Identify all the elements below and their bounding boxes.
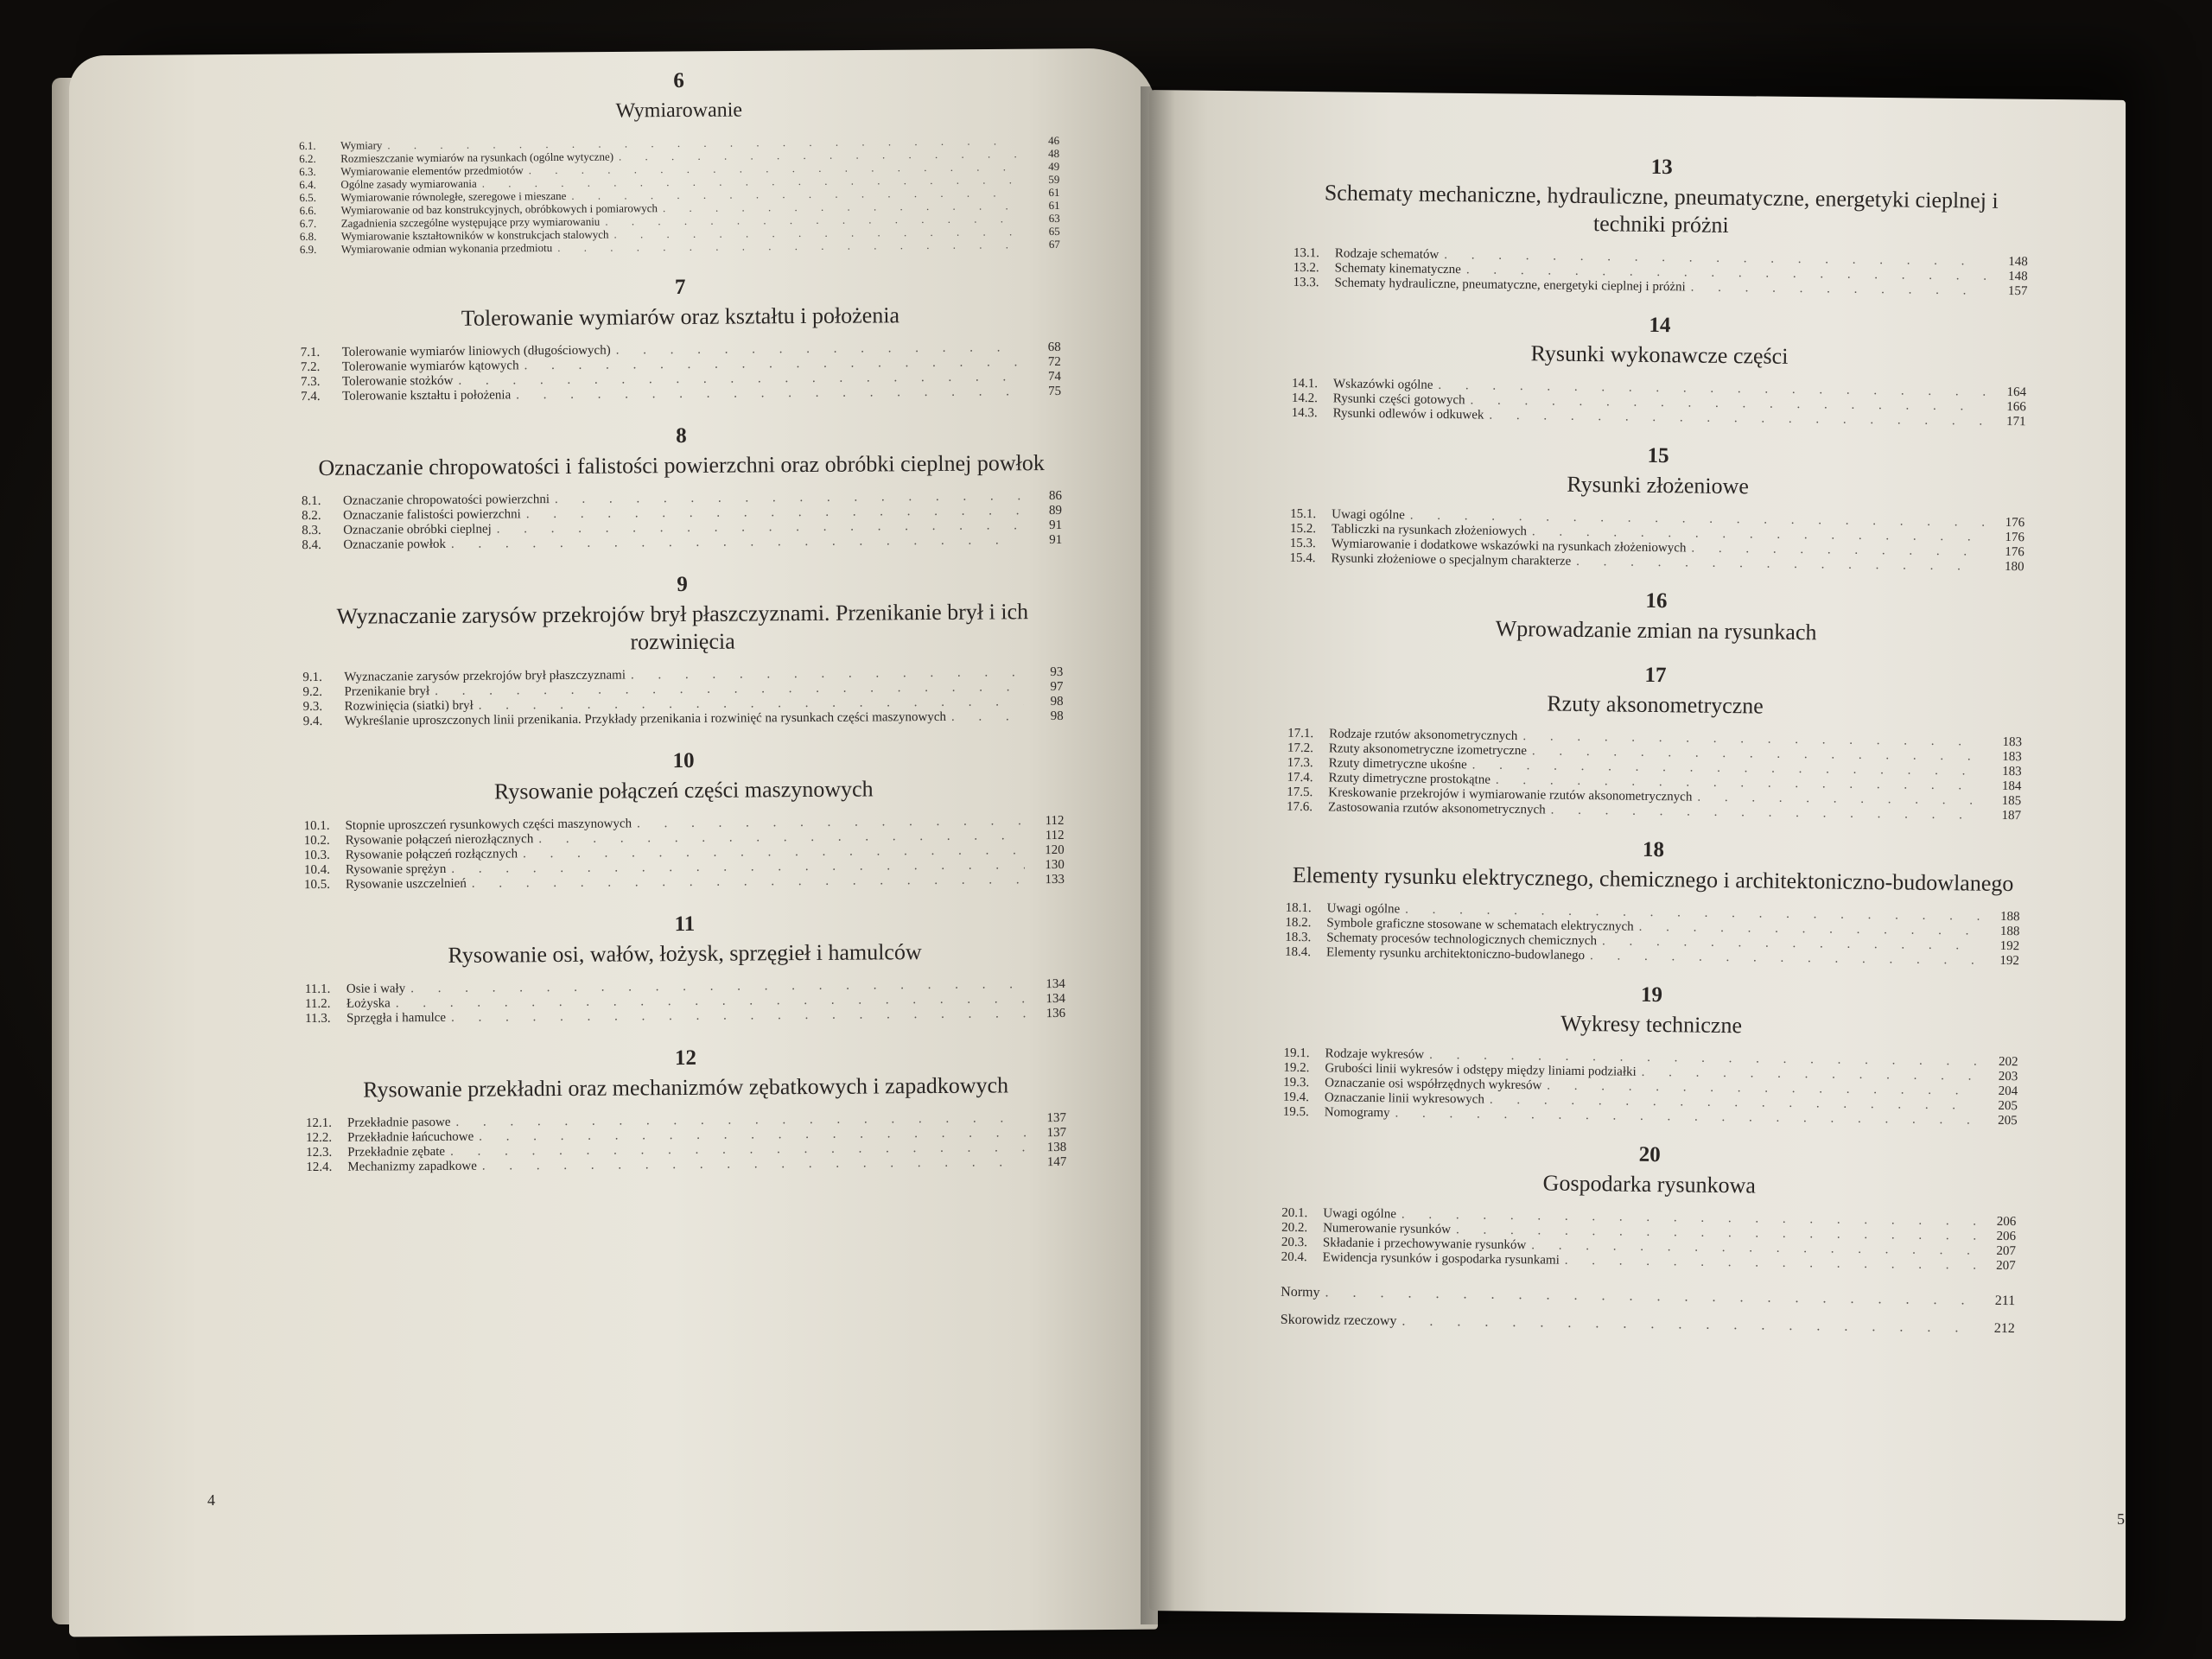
entry-number: 18.1. xyxy=(1285,900,1312,916)
entry-title: Przenikanie brył xyxy=(344,684,430,699)
chapter-number: 17 xyxy=(1644,663,1667,688)
entry-title: Ogólne zasady wymiarowania xyxy=(340,176,477,191)
entry-title: Rzuty dimetryczne ukośne xyxy=(1328,756,1467,772)
chapter-section xyxy=(303,747,1065,893)
dot-leader xyxy=(472,873,1025,891)
entry-number: 12.3. xyxy=(306,1145,333,1160)
chapter-number: 15 xyxy=(1647,443,1669,468)
entry-number: 14.2. xyxy=(1291,391,1318,406)
dot-leader xyxy=(451,533,1022,552)
entry-number: 6.3. xyxy=(299,164,316,179)
entry-number: 15.3. xyxy=(1289,536,1316,551)
entry-page-number: 49 xyxy=(1048,159,1060,174)
entry-number: 8.4. xyxy=(302,537,321,553)
dot-leader xyxy=(1325,1284,1975,1309)
entry-page-number: 63 xyxy=(1048,211,1060,226)
book-gutter xyxy=(1141,86,1175,1624)
entry-title: Kreskowanie przekrojów i wymiarowanie rzutów aksonometrycznych xyxy=(1328,785,1693,804)
entry-title: Ewidencja rysunków i gospodarka rysunkami xyxy=(1322,1250,1560,1268)
chapter-title: Wymiarowanie xyxy=(615,99,743,123)
entry-page-number: 72 xyxy=(1047,354,1061,370)
chapter-title: Wprowadzanie zmian na rysunkach xyxy=(1495,615,1817,645)
chapter-title: Elementy rysunku elektrycznego, chemicznego i architektoniczno-budowlanego xyxy=(1292,861,2014,897)
entry-page-number: 204 xyxy=(1998,1084,2018,1099)
chapter-section xyxy=(1293,151,2029,299)
toc-list xyxy=(1293,246,2028,299)
toc-list xyxy=(302,489,1062,553)
entry-title: Osie i wały xyxy=(346,982,406,996)
entry-title: Oznaczanie osi współrzędnych wykresów xyxy=(1325,1076,1542,1093)
chapter-title: Oznaczanie chropowatości i falistości powierzchni oraz obróbki cieplnej powłok xyxy=(318,450,1045,480)
page-number-left: 4 xyxy=(207,1491,215,1509)
entry-number: 6.9. xyxy=(299,242,317,257)
entry-number: 6.6. xyxy=(299,203,317,218)
entry-page-number: 183 xyxy=(2002,764,2022,779)
entry-title: Normy xyxy=(1281,1284,1320,1300)
entry-page-number: 86 xyxy=(1048,488,1062,504)
entry-title: Nomogramy xyxy=(1324,1105,1390,1121)
entry-page-number: 137 xyxy=(1046,1125,1067,1141)
entry-page-number: 74 xyxy=(1047,369,1062,385)
chapter-section xyxy=(1287,659,2023,823)
entry-number: 17.3. xyxy=(1287,755,1313,771)
entry-title: Zastosowania rzutów aksonometrycznych xyxy=(1327,800,1546,817)
entry-title: Rysowanie sprężyn xyxy=(345,861,447,877)
entry-page-number: 180 xyxy=(2004,559,2024,575)
left-page-toc xyxy=(298,67,1066,1198)
toc-list xyxy=(1289,507,2024,575)
entry-page-number: 148 xyxy=(2008,254,2028,270)
entry-page-number: 176 xyxy=(2005,530,2025,545)
entry-page-number: 207 xyxy=(1996,1258,2016,1274)
entry-title: Grubości linii wykresów i odstępy między liniami podziałki xyxy=(1325,1061,1637,1079)
dot-leader xyxy=(557,238,1020,254)
entry-number: 13.2. xyxy=(1293,260,1319,276)
chapter-number: 20 xyxy=(1638,1142,1661,1167)
entry-number: 19.4. xyxy=(1282,1090,1310,1105)
entry-number: 13.1. xyxy=(1293,245,1320,261)
entry-page-number: 98 xyxy=(1050,694,1064,709)
entry-page-number: 97 xyxy=(1050,679,1064,695)
entry-number: 6.1. xyxy=(299,138,316,153)
entry-title: Elementy rysunku architektoniczno-budowlanego xyxy=(1325,945,1586,963)
entry-title: Tolerowanie wymiarów liniowych (długościowych) xyxy=(341,343,611,359)
toc-list xyxy=(304,814,1065,893)
entry-page-number: 183 xyxy=(2002,749,2022,765)
toc-list xyxy=(1281,1206,2017,1274)
chapter-title: Rzuty aksonometryczne xyxy=(1547,690,1764,719)
entry-title: Rodzaje wykresów xyxy=(1325,1046,1425,1062)
entry-number: 19.2. xyxy=(1283,1060,1310,1076)
entry-page-number: 192 xyxy=(1999,938,2020,954)
entry-number: 12.4. xyxy=(306,1160,333,1175)
entry-page-number: 205 xyxy=(1998,1098,2018,1114)
entry-page-number: 59 xyxy=(1048,172,1060,187)
entry-number: 7.3. xyxy=(300,374,321,390)
entry-page-number: 98 xyxy=(1050,709,1064,724)
entry-title: Rzuty aksonometryczne izometryczne xyxy=(1328,741,1528,759)
entry-title: Symbole graficzne stosowane w schematach elektrycznych xyxy=(1326,916,1634,934)
entry-page-number: 75 xyxy=(1048,384,1062,399)
chapter-section xyxy=(305,1044,1066,1175)
chapter-title: Gospodarka rysunkowa xyxy=(1542,1170,1757,1198)
entry-number: 10.5. xyxy=(303,877,331,893)
entry-title: Stopnie uproszczeń rysunkowych części maszynowych xyxy=(345,817,632,833)
dot-leader xyxy=(482,1155,1027,1173)
entry-page-number: 134 xyxy=(1046,976,1065,992)
entry-number: 9.3. xyxy=(302,699,323,715)
toc-list xyxy=(301,340,1061,404)
entry-number: 6.4. xyxy=(299,177,316,192)
chapter-number: 6 xyxy=(673,68,684,93)
entry-number: 19.5. xyxy=(1282,1104,1309,1120)
entry-number: 11.1. xyxy=(304,982,331,997)
entry-number: 18.2. xyxy=(1285,915,1312,931)
toc-list xyxy=(306,1111,1066,1175)
entry-number: 6.7. xyxy=(299,216,317,231)
chapter-section xyxy=(302,570,1064,729)
entry-number: 18.4. xyxy=(1284,944,1312,960)
dot-leader xyxy=(451,1007,1026,1026)
entry-number: 7.2. xyxy=(300,359,321,375)
chapter-title: Rysowanie osi, wałów, łożysk, sprzęgieł i hamulców xyxy=(448,939,922,968)
entry-page-number: 112 xyxy=(1045,813,1065,829)
entry-title: Przekładnie łańcuchowe xyxy=(347,1129,474,1145)
entry-title: Rzuty dimetryczne prostokątne xyxy=(1328,771,1491,787)
entry-page-number: 148 xyxy=(2008,269,2028,284)
entry-title: Tolerowanie wymiarów kątowych xyxy=(341,359,519,374)
entry-number: 20.1. xyxy=(1281,1205,1308,1221)
chapter-section xyxy=(1281,1139,2018,1274)
entry-title: Składanie i przechowywanie rysunków xyxy=(1322,1236,1527,1253)
entry-title: Rysunki części gotowych xyxy=(1332,391,1465,408)
entry-number: 15.2. xyxy=(1289,521,1317,537)
entry-page-number: 203 xyxy=(1998,1069,2018,1084)
entry-number: 10.2. xyxy=(303,833,330,849)
entry-page-number: 176 xyxy=(2005,515,2025,531)
entry-number: 17.5. xyxy=(1287,785,1313,800)
entry-number: 8.2. xyxy=(301,508,321,524)
entry-title: Wymiarowanie i dodatkowe wskazówki na rysunkach złożeniowych xyxy=(1331,537,1687,556)
entry-title: Rysunki złożeniowe o specjalnym charakterze xyxy=(1331,551,1572,569)
chapter-section xyxy=(1292,309,2028,429)
entry-number: 6.8. xyxy=(299,229,317,244)
entry-number: 12.2. xyxy=(306,1130,333,1146)
entry-page-number: 137 xyxy=(1046,1110,1066,1126)
entry-title: Schematy hydrauliczne, pneumatyczne, energetyki cieplnej i próżni xyxy=(1334,276,1686,295)
toc-list xyxy=(1292,377,2027,429)
entry-number: 14.3. xyxy=(1291,405,1318,421)
chapter-title: Wykresy techniczne xyxy=(1560,1010,1743,1039)
entry-title: Wymiarowanie elementów przedmiotów xyxy=(340,163,524,178)
toc-list xyxy=(299,134,1060,256)
entry-page-number: 183 xyxy=(2002,734,2023,750)
entry-title: Uwagi ogólne xyxy=(1326,901,1401,917)
chapter-section xyxy=(301,422,1062,553)
right-page-toc xyxy=(1281,151,2030,1338)
entry-title: Łożyska xyxy=(346,996,391,1011)
toc-list xyxy=(305,977,1065,1027)
entry-title: Rysowanie połączeń rozłącznych xyxy=(345,847,518,862)
chapter-section xyxy=(1283,979,2019,1128)
entry-page-number: 184 xyxy=(2001,779,2022,794)
entry-page-number: 130 xyxy=(1045,857,1065,873)
entry-title: Mechanizmy zapadkowe xyxy=(347,1159,477,1174)
entry-page-number: 166 xyxy=(2006,399,2026,415)
chapter-number: 13 xyxy=(1650,155,1673,180)
entry-number: 10.3. xyxy=(303,848,330,863)
entry-number: 6.5. xyxy=(299,190,317,205)
entry-title: Rozmieszczanie wymiarów na rysunkach (ogólne wytyczne) xyxy=(340,149,614,165)
toc-list xyxy=(1285,901,2020,969)
entry-number: 12.1. xyxy=(305,1116,333,1131)
entry-page-number: 187 xyxy=(2001,808,2022,823)
chapter-number: 14 xyxy=(1649,313,1671,338)
entry-page-number: 188 xyxy=(1999,909,2020,925)
entry-page-number: 61 xyxy=(1048,198,1060,213)
toc-list xyxy=(302,665,1063,729)
entry-page-number: 133 xyxy=(1045,872,1065,887)
entry-number: 11.2. xyxy=(304,996,331,1012)
entry-page-number: 134 xyxy=(1046,991,1066,1007)
dot-leader xyxy=(516,385,1021,403)
dot-leader xyxy=(1691,280,1988,298)
entry-title: Sprzęgła i hamulce xyxy=(346,1010,447,1026)
entry-page-number: 171 xyxy=(2005,414,2026,429)
chapter-title: Schematy mechaniczne, hydrauliczne, pneumatyczne, energetyki cieplnej i techniki próżni xyxy=(1324,180,1999,238)
entry-number: 20.3. xyxy=(1281,1235,1308,1250)
entry-page-number: 68 xyxy=(1047,340,1061,355)
toc-entry-extra[interactable] xyxy=(1281,1284,2015,1310)
entry-title: Rysunki odlewów i odkuwek xyxy=(1332,406,1484,423)
entry-number: 8.1. xyxy=(301,493,321,509)
entry-number: 17.6. xyxy=(1286,799,1313,815)
entry-title: Tolerowanie stożków xyxy=(341,373,454,389)
chapter-title: Wyznaczanie zarysów przekrojów brył płaszczyznami. Przenikanie brył i ich rozwinięcia xyxy=(336,599,1029,655)
entry-number: 8.3. xyxy=(302,523,321,538)
chapter-title: Rysunki wykonawcze części xyxy=(1530,340,1789,369)
entry-page-number: 112 xyxy=(1045,828,1065,843)
entry-title: Schematy kinematyczne xyxy=(1334,261,1461,277)
entry-page-number: 206 xyxy=(1996,1229,2017,1244)
entry-page-number: 185 xyxy=(2001,793,2022,809)
entry-title: Numerowanie rysunków xyxy=(1323,1221,1452,1237)
entry-title: Uwagi ogólne xyxy=(1332,507,1405,523)
entry-number: 18.3. xyxy=(1285,930,1312,945)
entry-page-number: 138 xyxy=(1046,1140,1067,1155)
entry-title: Wymiarowanie od baz konstrukcyjnych, obróbkowych i pomiarowych xyxy=(340,201,658,217)
entry-title: Tabliczki na rysunkach złożeniowych xyxy=(1331,522,1528,539)
chapter-number: 8 xyxy=(676,423,687,448)
chapter-title: Rysowanie przekładni oraz mechanizmów zębatkowych i zapadkowych xyxy=(363,1072,1009,1103)
chapter-section xyxy=(1288,585,2024,649)
chapter-section xyxy=(1289,440,2025,575)
entry-title: Wymiary xyxy=(340,138,383,152)
entry-page-number: 65 xyxy=(1048,224,1060,238)
entry-page-number: 202 xyxy=(1998,1054,2018,1070)
entry-title: Oznaczanie falistości powierzchni xyxy=(342,507,521,523)
entry-number: 20.2. xyxy=(1281,1220,1308,1236)
entry-number: 10.4. xyxy=(303,862,330,878)
entry-page-number: 91 xyxy=(1049,518,1063,533)
entry-page-number: 120 xyxy=(1045,842,1065,858)
entry-page-number: 136 xyxy=(1046,1006,1066,1021)
entry-title: Rodzaje schematów xyxy=(1334,246,1440,262)
entry-page-number: 48 xyxy=(1048,146,1060,161)
toc-list xyxy=(1283,1046,2018,1128)
entry-page-number: 212 xyxy=(1993,1320,2015,1337)
entry-title: Zagadnienia szczególne występujące przy wymiarowaniu xyxy=(340,214,601,230)
entry-page-number: 164 xyxy=(2006,385,2027,400)
entry-title: Wymiarowanie kształtowników w konstrukcjach stalowych xyxy=(340,227,609,243)
entry-number: 10.1. xyxy=(303,818,330,834)
entry-title: Uwagi ogólne xyxy=(1323,1206,1397,1222)
entry-title: Wymiarowanie odmian wykonania przedmiotu xyxy=(340,241,553,256)
entry-number: 9.2. xyxy=(302,684,323,700)
entry-title: Przekładnie pasowe xyxy=(346,1115,451,1130)
entry-number: 15.4. xyxy=(1289,550,1316,566)
entry-title: Skorowidz rzeczowy xyxy=(1280,1312,1397,1329)
page-number-right: 5 xyxy=(2117,1510,2125,1528)
entry-number: 15.1. xyxy=(1290,506,1317,522)
entry-title: Oznaczanie chropowatości powierzchni xyxy=(342,493,550,508)
entry-title: Wymiarowanie równoległe, szeregowe i mieszane xyxy=(340,188,567,204)
chapter-number: 19 xyxy=(1640,982,1663,1007)
entry-page-number: 89 xyxy=(1048,503,1063,518)
entry-title: Rysowanie połączeń nierozłącznych xyxy=(345,832,534,848)
entry-title: Wskazówki ogólne xyxy=(1332,377,1433,392)
entry-page-number: 67 xyxy=(1048,237,1060,251)
entry-number: 9.1. xyxy=(302,670,322,685)
chapter-number: 7 xyxy=(674,275,686,300)
chapter-section xyxy=(1285,834,2021,969)
entry-title: Oznaczanie linii wykresowych xyxy=(1324,1090,1484,1107)
entry-title: Oznaczanie powłok xyxy=(343,537,447,552)
entry-number: 6.2. xyxy=(299,151,316,166)
entry-page-number: 157 xyxy=(2007,283,2028,299)
chapter-number: 11 xyxy=(674,912,696,937)
entry-page-number: 176 xyxy=(2005,544,2024,560)
entry-page-number: 192 xyxy=(1999,953,2020,969)
entry-page-number: 46 xyxy=(1047,133,1060,148)
entry-number: 13.3. xyxy=(1293,275,1319,290)
entry-title: Rysowanie uszczelnień xyxy=(345,876,467,892)
entry-page-number: 93 xyxy=(1050,664,1064,680)
chapter-number: 18 xyxy=(1642,837,1665,862)
chapter-title: Rysunki złożeniowe xyxy=(1567,471,1750,499)
entry-page-number: 147 xyxy=(1046,1154,1067,1170)
entry-number: 17.1. xyxy=(1287,726,1314,741)
chapter-section xyxy=(298,67,1059,256)
entry-title: Wyznaczanie zarysów przekrojów brył płaszczyznami xyxy=(344,668,626,684)
entry-page-number: 206 xyxy=(1996,1214,2017,1230)
entry-number: 17.2. xyxy=(1287,741,1314,756)
entry-title: Schematy procesów technologicznych chemicznych xyxy=(1326,931,1598,949)
chapter-number: 16 xyxy=(1645,588,1668,613)
entry-page-number: 91 xyxy=(1049,532,1063,548)
chapter-title: Rysowanie połączeń części maszynowych xyxy=(493,776,874,804)
entry-number: 7.4. xyxy=(301,389,321,404)
entry-title: Oznaczanie obróbki cieplnej xyxy=(343,522,492,537)
toc-list xyxy=(1287,727,2022,823)
dot-leader xyxy=(951,709,1024,725)
entry-number: 7.1. xyxy=(300,345,321,360)
entry-number: 19.1. xyxy=(1283,1046,1310,1061)
chapter-title: Tolerowanie wymiarów oraz kształtu i położenia xyxy=(461,302,900,331)
entry-number: 19.3. xyxy=(1283,1075,1310,1090)
entry-page-number: 61 xyxy=(1048,185,1060,200)
entry-page-number: 207 xyxy=(1996,1243,2016,1259)
entry-number: 11.3. xyxy=(305,1011,331,1027)
entry-number: 17.4. xyxy=(1287,770,1313,785)
entry-page-number: 205 xyxy=(1998,1113,2018,1128)
chapter-number: 10 xyxy=(672,748,695,773)
chapter-section xyxy=(300,273,1061,404)
chapter-number: 12 xyxy=(674,1046,697,1071)
entry-number: 14.1. xyxy=(1291,376,1319,391)
chapter-number: 9 xyxy=(677,572,688,597)
entry-title: Rodzaje rzutów aksonometrycznych xyxy=(1329,727,1518,744)
entry-page-number: 188 xyxy=(1999,924,2020,939)
entry-title: Tolerowanie kształtu i położenia xyxy=(342,388,512,404)
entry-page-number: 211 xyxy=(1994,1293,2016,1309)
entry-title: Rozwinięcia (siatki) brył xyxy=(344,698,474,714)
entry-title: Wykreślanie uproszczonych linii przenikania. Przykłady przenikania i rozwinięć na rysunkach części maszynowych xyxy=(344,709,947,728)
entry-number: 9.4. xyxy=(302,714,323,729)
entry-title: Przekładnie zębate xyxy=(347,1144,446,1160)
chapter-section xyxy=(304,910,1065,1027)
entry-number: 20.4. xyxy=(1281,1249,1307,1265)
